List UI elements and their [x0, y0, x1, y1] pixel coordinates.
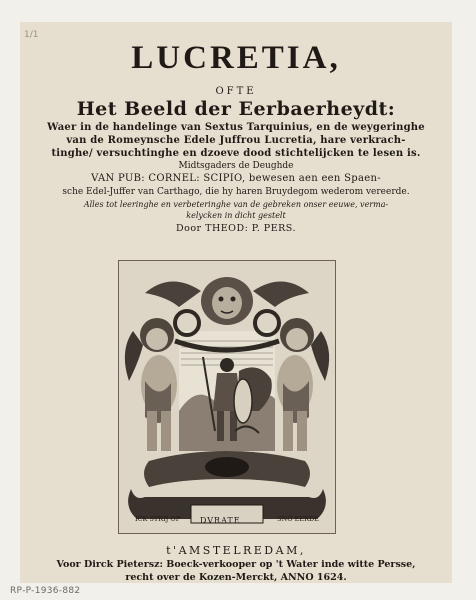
emblem-illustration [119, 261, 335, 533]
motto-left: ICK STRIJ OP [135, 515, 181, 523]
main-title: LUCRETIA, [131, 40, 341, 76]
motto-right: SNO EERDE [277, 515, 319, 523]
alles-line-1: Alles tot leeringhe en verbeteringhe van de gebreken onser eeuwe, verma- [83, 200, 389, 209]
motto-center: DVRATE [200, 516, 241, 525]
ofte-line: OFTE [215, 86, 257, 97]
emblem-engraving [118, 260, 336, 534]
description-line-1: Waer in de handelinge van Sextus Tarquinius, en de weygeringhe [47, 122, 425, 133]
description-line-3: tinghe/ versuchtinghe en dzoeve dood stichtelijcken te lesen is. [51, 148, 421, 159]
midtsgaders-line: Midtsgaders de Deughde [178, 161, 294, 171]
van-line-1: VAN PUB: CORNEL: SCIPIO, bewesen aen een Spaen- [91, 173, 381, 184]
van-line-2: sche Edel-Juffer van Carthago, die hy haren Bruydegom wederom vereerde. [62, 187, 410, 197]
imprint-line-2: recht over de Kozen-Merckt, ANNO 1624. [125, 572, 347, 583]
imprint-line-1: Voor Dirck Pietersz: Boeck-verkooper op 't Water inde witte Persse, [56, 559, 416, 570]
author-line: Door THEOD: P. PERS. [176, 223, 296, 234]
imprint-city: t'AMSTELREDAM, [166, 544, 306, 557]
pencil-note: 1/1 [24, 30, 39, 40]
title-page [20, 22, 452, 583]
alles-line-2: kelycken in dicht gestelt [186, 211, 286, 220]
subtitle: Het Beeld der Eerbaerheydt: [76, 98, 396, 120]
description-line-2: van de Romeynsche Edele Juffrou Lucretia, hare verkrach- [66, 135, 406, 146]
inventory-number: RP-P-1936-882 [10, 586, 81, 596]
